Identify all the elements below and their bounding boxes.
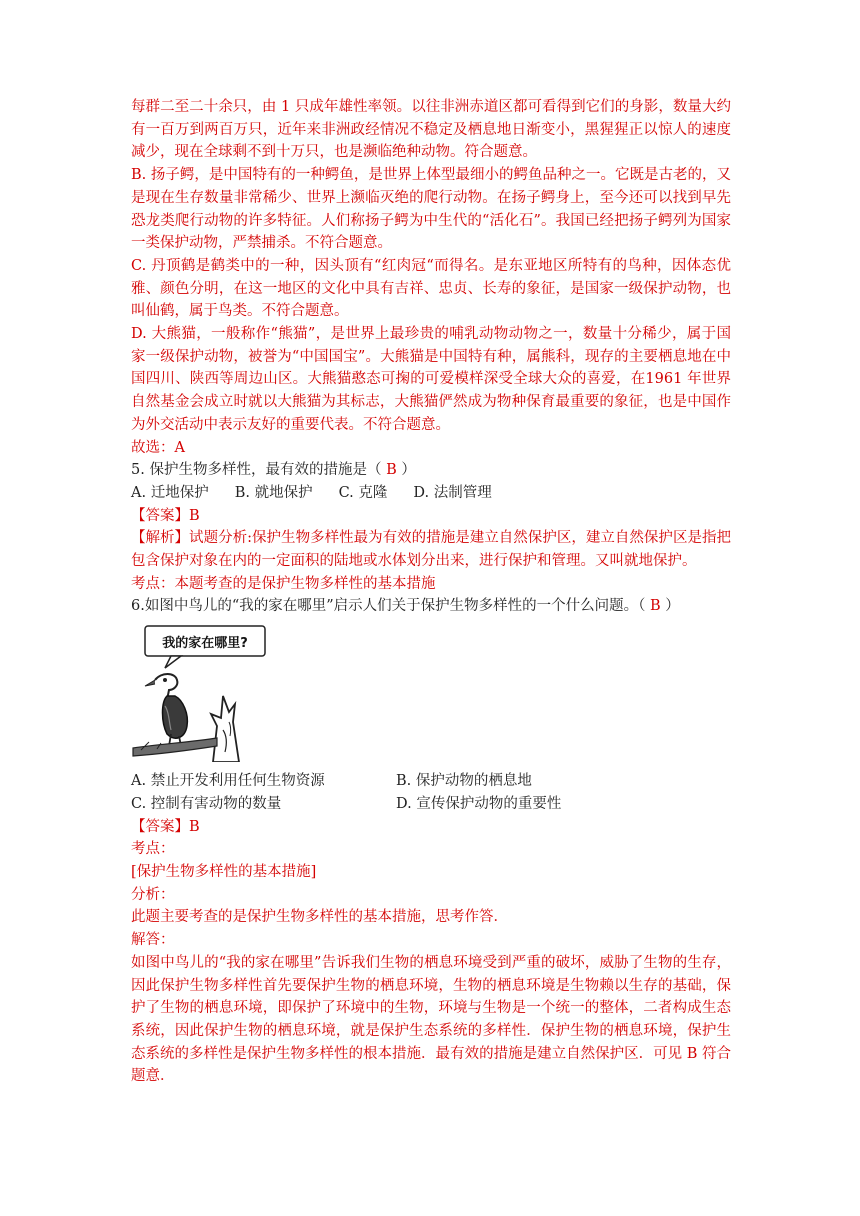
paragraph-choice: 故选：A bbox=[131, 439, 185, 456]
question-5-analysis: 【解析】试题分析:保护生物多样性最为有效的措施是建立自然保护区，建立自然保护区是指把包含保护对象在内的一定面积的陆地或水体划分出来，进行保护和管理。又叫就地保护。 bbox=[131, 530, 731, 570]
question-6-analysis-text: 此题主要考查的是保护生物多样性的基本措施，思考作答． bbox=[131, 909, 508, 926]
paragraph-chimpanzee: 每群二至二十余只，由 1 只成年雄性率领。以往非洲赤道区都可看得到它们的身影，数量大约有一百万到两百万只，近年来非洲政经情况不稳定及栖息地日渐变小，黑猩猩正以惊人的速度减少，现在全球剩不到十万只，也是濒临绝种动物。符合题意。 bbox=[131, 99, 731, 161]
question-6-analysis-label: 分析： bbox=[131, 886, 175, 903]
option-a: A. 禁止开发利用任何生物资源 bbox=[131, 773, 325, 790]
paragraph-option-b: B. 扬子鳄，是中国特有的一种鳄鱼，是世界上体型最细小的鳄鱼品种之一。它既是古老的，又是现在生存数量非常稀少、世界上濒临灭绝的爬行动物。在扬子鳄身上，至今还可以找到早先恐龙类爬行动物的许多特征。人们称扬子鳄为中生代的“活化石”。我国已经把扬子鳄列为国家一类保护动物，严禁捕杀。不符合题意。 bbox=[131, 167, 731, 252]
option-c: C. 克隆 bbox=[338, 484, 388, 501]
paragraph-option-d: D. 大熊猫，一般称作“熊猫”，是世界上最珍贵的哺乳动物动物之一，数量十分稀少，属于国家一级保护动物，被誉为“中国国宝”。大熊猫是中国特有种，属熊科，现存的主要栖息地在中国四川、陕西等周边山区。大熊猫憨态可掬的可爱模样深受全球大众的喜爱，在1961 年世界自然基金会成立时就以大熊猫为其标志，大熊猫俨然成为物种保育最重要的象征，也是中国作为外交活动中表示友好的重要代表。不符合题意。 bbox=[131, 326, 731, 433]
paragraph-option-c: C. 丹顶鹤是鹤类中的一种，因头顶有“红肉冠“而得名。是东亚地区所特有的鸟种，因体态优雅、颜色分明，在这一地区的文化中具有吉祥、忠贞、长寿的象征，是国家一级保护动物，也叫仙鹤，属于鸟类。不符合题意。 bbox=[131, 257, 731, 320]
speech-bubble-text: 我的家在哪里? bbox=[162, 636, 248, 652]
question-5-answer-label: 【答案】B bbox=[131, 507, 200, 524]
question-5-stem: 5. 保护生物多样性，最有效的措施是（ B ） bbox=[131, 462, 416, 479]
question-6-stem: 6.如图中鸟儿的“我的家在哪里”启示人们关于保护生物多样性的一个什么问题。（ B ） bbox=[131, 598, 680, 615]
question-6-answer-label: 【答案】B bbox=[131, 818, 200, 835]
option-c: C. 控制有害动物的数量 bbox=[131, 795, 282, 812]
option-b: B. 就地保护 bbox=[234, 484, 313, 501]
question-6-solution-label: 解答： bbox=[131, 932, 175, 949]
option-b: B. 保护动物的栖息地 bbox=[396, 773, 532, 790]
option-d: D. 法制管理 bbox=[413, 484, 492, 501]
question-6-point-text: [保护生物多样性的基本措施] bbox=[131, 863, 317, 880]
document-content bbox=[131, 96, 731, 1088]
bird-illustration bbox=[131, 622, 271, 762]
question-5-answer: B bbox=[386, 462, 397, 479]
question-6-options bbox=[131, 770, 731, 815]
option-a: A. 迁地保护 bbox=[131, 484, 209, 501]
question-5-options bbox=[131, 482, 731, 505]
question-6-solution-text: 如图中鸟儿的“我的家在哪里”告诉我们生物的栖息环境受到严重的破坏，威胁了生物的生存，因此保护生物多样性首先要保护生物的栖息环境，生物的栖息环境是生物赖以生存的基础，保护了生物的栖息环境，即保护了环境中的生物，环境与生物是一个统一的整体，二者构成生态系统，因此保护生物的栖息环境，就是保护生态系统的多样性．保护生物的栖息环境，保护生态系统的多样性是保护生物多样性的根本措施．最有效的措施是建立自然保护区．可见 B 符合题意． bbox=[131, 954, 731, 1085]
question-5-point: 考点：本题考查的是保护生物多样性的基本措施 bbox=[131, 575, 436, 592]
option-d: D. 宣传保护动物的重要性 bbox=[396, 795, 562, 812]
question-6-point-label: 考点： bbox=[131, 841, 175, 858]
question-6-answer: B bbox=[650, 598, 661, 615]
